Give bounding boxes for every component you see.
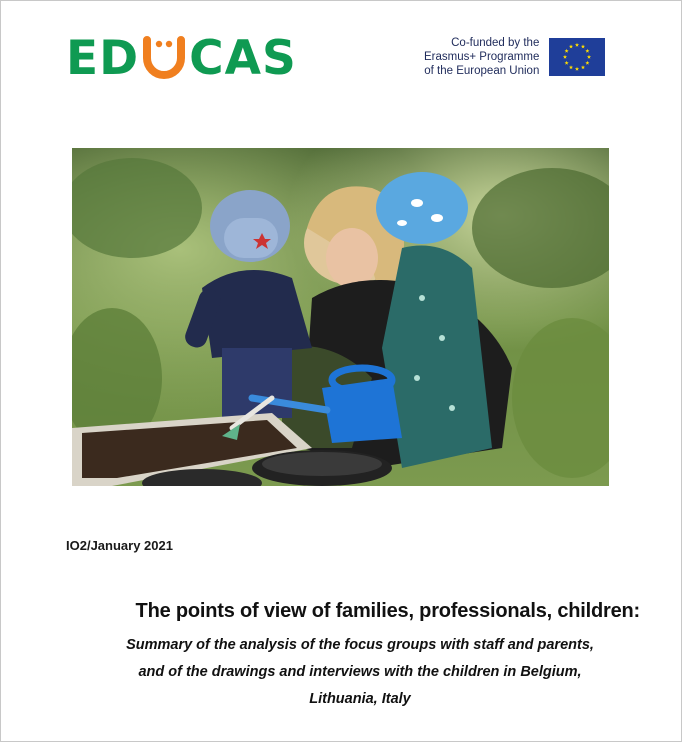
- subtitle-line-1: Summary of the analysis of the focus groups with staff and parents,: [126, 637, 594, 653]
- logo-text-left: ED: [66, 31, 140, 86]
- eu-funding-text: [424, 36, 539, 78]
- document-title: The points of view of families, professionals, children:: [135, 600, 640, 622]
- cover-photo: [72, 148, 609, 486]
- logo-text-right: CAS: [189, 31, 297, 86]
- eu-line-2: Erasmus+ Programme: [424, 51, 540, 63]
- children-gardening-photo: [72, 148, 609, 486]
- educas-logo: [66, 26, 297, 86]
- subtitle-line-3: Lithuania, Italy: [309, 691, 411, 707]
- eu-flag-icon: [549, 38, 605, 76]
- smile-u-icon: [140, 34, 188, 82]
- eu-line-3: of the European Union: [424, 65, 540, 77]
- subtitle-line-2: and of the drawings and interviews with the children in Belgium,: [138, 664, 582, 680]
- eu-funding-block: [424, 36, 605, 78]
- document-subtitle: [80, 632, 640, 713]
- issue-date: IO2/January 2021: [66, 538, 173, 553]
- eu-line-1: Co-funded by the: [451, 37, 540, 49]
